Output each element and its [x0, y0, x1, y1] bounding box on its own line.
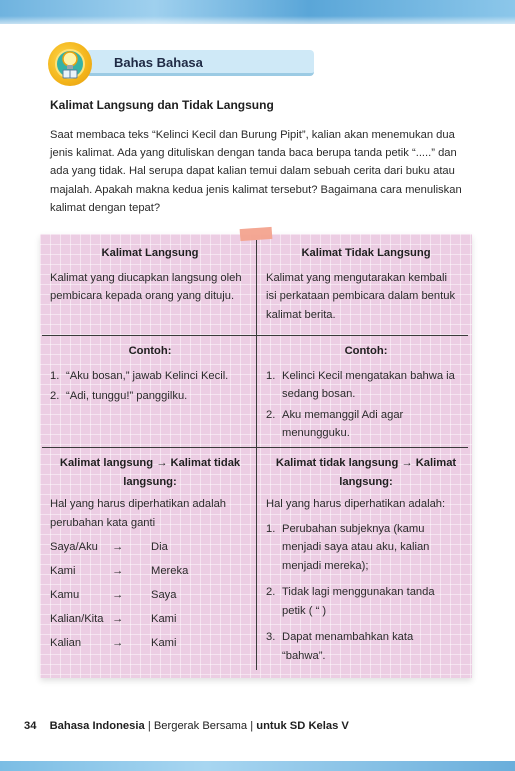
- direct-definition-cell: Kalimat Langsung Kalimat yang diucapkan langsung oleh pembicara kepada orang yang dituju.: [50, 244, 250, 306]
- pronoun-pair: Saya/Aku → Dia: [50, 541, 168, 553]
- header-title: Bahas Bahasa: [114, 55, 203, 70]
- top-decorative-band: [0, 0, 515, 24]
- direct-to-indirect-cell: Kalimat langsung → Kalimat tidak langsung: Hal yang harus diperhatikan adalah perubahan kata ganti Saya/Aku → Dia Kami → Mereka Kamu → Saya Kalian/Kita → Kami Kalian → Kami: [50, 454, 250, 658]
- cell-title: Kalimat Langsung: [101, 247, 199, 259]
- cell-title: Contoh:: [128, 345, 172, 357]
- indirect-examples-cell: [266, 342, 466, 443]
- direct-examples-cell: [50, 342, 250, 406]
- list-item: 2. Aku memanggil Adi agar menungguku.: [266, 408, 404, 439]
- book-subtitle: Bergerak Bersama: [153, 720, 248, 732]
- cell-title: Kalimat Tidak Langsung: [301, 247, 431, 259]
- lightbulb-book-icon: [48, 42, 92, 86]
- list-item: 2. Tidak lagi menggunakan tanda petik ( “ ): [266, 586, 435, 617]
- list-item: 1. “Aku bosan,” jawab Kelinci Kecil.: [50, 369, 229, 382]
- tape-decoration: [240, 227, 273, 241]
- pronoun-pair: Kalian → Kami: [50, 637, 177, 649]
- section-heading: Kalimat Langsung dan Tidak Langsung: [50, 98, 274, 112]
- pronoun-pair: Kami → Mereka: [50, 565, 189, 577]
- cell-title: Kalimat tidak langsung → Kalimat langsung:: [275, 457, 457, 488]
- cell-title: Kalimat langsung → Kalimat tidak langsung:: [59, 457, 241, 488]
- pronoun-change-list: [50, 538, 250, 658]
- column-divider: [256, 240, 257, 670]
- cell-title: Contoh:: [344, 345, 388, 357]
- list-item: 2. “Adi, tunggu!” panggilku.: [50, 390, 188, 402]
- book-title: Bahasa Indonesia: [49, 720, 145, 732]
- rule-list: [266, 520, 466, 666]
- bottom-decorative-band: [0, 761, 515, 771]
- row-divider: [42, 447, 468, 448]
- indirect-definition-cell: Kalimat Tidak Langsung Kalimat yang mengutarakan kembali isi perkataan pembicara dalam bentuk kalimat berita.: [266, 244, 466, 324]
- grade-label: untuk SD Kelas V: [256, 720, 349, 732]
- pronoun-pair: Kamu → Saya: [50, 589, 177, 601]
- section-header: [48, 42, 316, 86]
- page-number: 34: [24, 720, 37, 732]
- list-item: 1. Perubahan subjeknya (kamu menjadi saya atau aku, kalian menjadi mereka);: [266, 522, 430, 572]
- pronoun-pair: Kalian/Kita → Kami: [50, 613, 177, 625]
- indirect-to-direct-cell: Kalimat tidak langsung → Kalimat langsung: Hal yang harus diperhatikan adalah: 1. Perubahan subjeknya (kamu menjadi saya atau aku, kalian menjadi mereka); 2. Tidak lagi menggunakan tanda petik ( “ ) 3. Dapat menambahkan kata “bahwa”.: [266, 454, 466, 665]
- example-list: [50, 367, 250, 406]
- example-list: [266, 367, 466, 443]
- page-footer: 34 Bahasa Indonesia | Bergerak Bersama | untuk SD Kelas V: [24, 720, 349, 732]
- list-item: 1. Kelinci Kecil mengatakan bahwa ia sedang bosan.: [266, 369, 455, 400]
- list-item: 3. Dapat menambahkan kata “bahwa”.: [266, 631, 414, 662]
- intro-paragraph: Saat membaca teks “Kelinci Kecil dan Burung Pipit”, kalian akan menemukan dua jenis kalimat. Ada yang dituliskan dengan tanda baca berupa tanda petik “.....” dan ada yang tidak. Hal serupa dapat kalian temui dalam sebuah cerita dari buku atau majalah. Apakah makna kedua jenis kalimat tersebut? Bagaimana cara menuliskan kalimat dengan tepat?: [50, 129, 462, 214]
- row-divider: [42, 335, 468, 336]
